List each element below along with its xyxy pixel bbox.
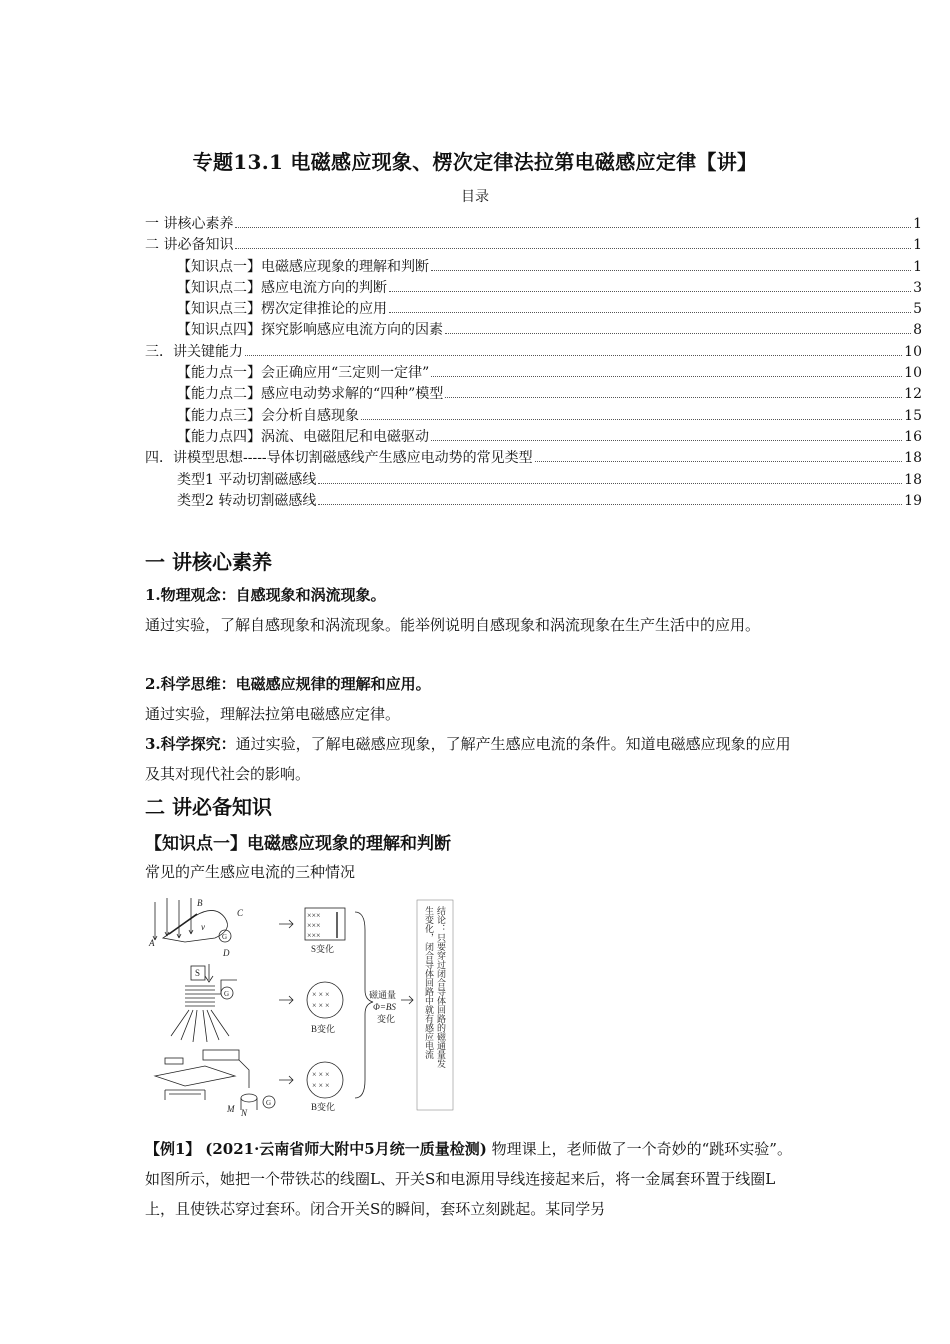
circle-b-change xyxy=(307,1062,343,1112)
toc-entry[interactable]: 【知识点二】感应电流方向的判断 3 xyxy=(177,279,922,296)
toc-entry[interactable]: 三．讲关键能力 10 xyxy=(145,343,922,360)
svg-text:× × ×: × × × xyxy=(312,1070,330,1079)
paragraph: 通过实验，理解法拉第电磁感应定律。 xyxy=(145,705,401,723)
toc-entry[interactable]: 二 讲必备知识 1 xyxy=(145,237,922,254)
conclusion-col-2: 生变化，闭合导体回路中就有感应电流 xyxy=(424,906,434,1059)
toc-heading: 目录 xyxy=(461,189,489,205)
circle-b-change xyxy=(307,982,343,1034)
toc-entry[interactable]: 四．讲模型思想-----导体切割磁感线产生感应电动势的常见类型 18 xyxy=(145,450,922,467)
label-g3: G xyxy=(266,1099,272,1107)
label-n: N xyxy=(241,1108,248,1118)
svg-text:Φ=BS: Φ=BS xyxy=(373,1002,396,1012)
toc-entry[interactable]: 一 讲核心素养 1 xyxy=(145,216,922,232)
induction-diagram xyxy=(145,890,465,1120)
toc-entry[interactable]: 【能力点一】会正确应用“三定则一定律” 10 xyxy=(177,365,922,382)
subsection-heading: 【知识点一】电磁感应现象的理解和判断 xyxy=(145,834,451,854)
paragraph: 通过实验，了解自感现象和涡流现象。能举例说明自感现象和涡流现象在生产生活中的应用。 xyxy=(145,616,761,634)
svg-text:×××: ××× xyxy=(307,921,321,930)
paragraph: 常见的产生感应电流的三种情况 xyxy=(145,863,356,881)
toc-entry[interactable]: 【知识点三】楞次定律推论的应用 5 xyxy=(177,301,922,318)
paragraph: 2.科学思维：电磁感应规律的理解和应用。 xyxy=(145,675,431,693)
label-s: S xyxy=(195,968,201,978)
label-g1: G xyxy=(222,933,228,941)
toc-entry[interactable]: 【能力点四】涡流、电磁阻尼和电磁驱动 16 xyxy=(177,428,922,445)
label-b: B xyxy=(197,898,203,908)
table-of-contents xyxy=(145,214,922,512)
toc-entry[interactable]: 类型1 平动切割磁感线 18 xyxy=(177,471,922,488)
label-b-change-1: B变化 xyxy=(311,1024,336,1034)
example-tag: 【例1】 xyxy=(145,1140,201,1158)
label-v: v xyxy=(201,922,205,932)
svg-text:×××: ××× xyxy=(307,931,321,940)
paragraph: 3.科学探究：通过实验，了解电磁感应现象，了解产生感应电流的条件。知道电磁感应现象的应用及其对现代社会的影响。 xyxy=(145,735,791,783)
label-g2: G xyxy=(224,990,230,998)
toc-entry[interactable]: 【能力点三】会分析自感现象 15 xyxy=(177,407,922,424)
example-source: (2021·云南省师大附中5月统一质量检测) xyxy=(205,1140,487,1158)
conclusion-col-1: 结论：只要穿过闭合导体回路的磁通量发 xyxy=(436,906,446,1068)
svg-text:磁通量: 磁通量 xyxy=(369,990,397,1000)
toc-entry[interactable]: 【知识点一】电磁感应现象的理解和判断 1 xyxy=(177,258,922,275)
section-heading-core-literacy: 一 讲核心素养 xyxy=(145,550,272,574)
sliding-rod-setup xyxy=(148,898,244,958)
section-heading-essential-knowledge: 二 讲必备知识 xyxy=(145,795,272,819)
document-title: 专题13.1 电磁感应现象、楞次定律法拉第电磁感应定律【讲】 xyxy=(192,150,758,174)
toc-entry[interactable]: 类型2 转动切割磁感线 19 xyxy=(177,492,922,509)
label-m: M xyxy=(227,1104,235,1114)
label-a: A xyxy=(149,938,155,948)
rheostat-setup xyxy=(155,1050,275,1118)
label-c: C xyxy=(237,908,244,918)
svg-text:× × ×: × × × xyxy=(312,1001,330,1010)
label-b-change-2: B变化 xyxy=(311,1102,336,1112)
example-paragraph: 【例1】 (2021·云南省师大附中5月统一质量检测) 物理课上，老师做了一个奇妙的“跳环实验”。如图所示，她把一个带铁芯的线圈L、开关S和电源用导线连接起来后，将一金属套环置于线圈L上，且使铁芯穿过套环。闭合开关S的瞬间，套环立刻跳起。某同学另 xyxy=(145,1140,792,1218)
flux-label xyxy=(369,989,396,1024)
svg-text:×××: ××× xyxy=(307,911,321,920)
toc-entry[interactable]: 【知识点四】探究影响感应电流方向的因素 8 xyxy=(177,322,922,339)
magnet-coil-setup xyxy=(171,964,237,1042)
grid-s-change xyxy=(305,908,345,954)
paragraph: 1.物理观念：自感现象和涡流现象。 xyxy=(145,586,386,604)
svg-text:× × ×: × × × xyxy=(312,1081,330,1090)
svg-text:变化: 变化 xyxy=(377,1014,396,1024)
label-s-change: S变化 xyxy=(311,944,335,954)
label-d: D xyxy=(223,948,230,958)
svg-text:× × ×: × × × xyxy=(312,990,330,999)
toc-entry[interactable]: 【能力点二】感应电动势求解的“四种”模型 12 xyxy=(177,386,922,403)
